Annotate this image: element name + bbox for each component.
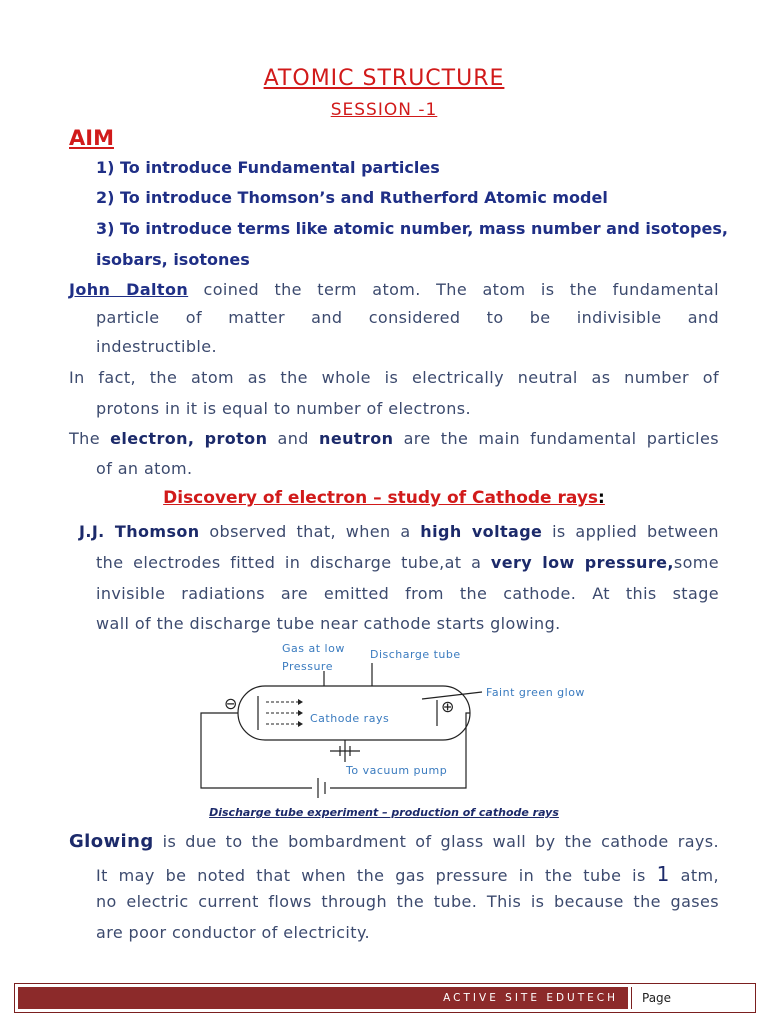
cathode-ray-arrowheads [298,699,303,727]
cathode-rays-label: Cathode rays [310,712,390,725]
particles-line-2: of an atom. [96,459,193,478]
thomson-line-2b: some [673,553,719,572]
particles-post: are the main fundamental particles [403,429,719,448]
neutral-line-1: In fact, the atom as the whole is electrically neutral as number of [69,368,719,387]
thomson-line-2a: the electrodes fitted in discharge tube,at a [96,553,482,572]
thomson-line-4: wall of the discharge tube near cathode starts glowing. [96,614,561,633]
particles-pre: The [69,429,100,448]
dalton-text: coined the term atom. The atom is the fundamental [203,280,719,299]
gas-label-2: Pressure [282,660,333,673]
glowing-word: Glowing [69,831,154,852]
section-heading-text: Discovery of electron – study of Cathode rays [163,488,599,508]
glowing-line-2b: atm, [680,866,719,885]
cathode-minus-icon: ⊖ [224,694,238,713]
glowing-line-2a: It may be noted that when the gas pressure in the tube is [96,866,646,885]
dalton-line-3: indestructible. [96,337,217,356]
session-label: SESSION -1 [330,100,438,120]
dalton-name: John Dalton [69,280,189,299]
page-title: ATOMIC STRUCTURE [263,66,505,91]
aim-heading: AIM [69,126,114,150]
glowing-one: 1 [656,862,670,886]
diagram-caption: Discharge tube experiment – production of cathode rays [209,806,559,819]
thomson-very-low-pressure: very low pressure, [490,553,674,572]
gas-label-1: Gas at low [282,642,345,655]
page-footer [14,983,756,1013]
particles-and: and [277,429,309,448]
glowing-line-4: are poor conductor of electricity. [96,923,371,942]
thomson-name: J.J. Thomson [79,522,200,541]
thomson-text-2: is applied between [552,522,719,541]
glowing-line-2 [96,862,719,886]
aim-item-1: 1) To introduce Fundamental particles [96,158,440,177]
particles-proton: proton [204,429,268,448]
footer-page-label: Page [631,987,749,1009]
aim-item-3-cont: isobars, isotones [96,250,250,269]
glowing-line-3: no electric current flows through the tube. This is because the gases [96,892,719,911]
thomson-high-voltage: high voltage [420,522,543,541]
faint-glow-label: Faint green glow [486,686,585,699]
thomson-line-3: invisible radiations are emitted from the cathode. At this stage [96,584,719,603]
particles-electron: electron, [110,429,195,448]
section-heading-colon: : [598,488,605,508]
glowing-line-1 [69,831,719,852]
glowing-text-1: is due to the bombardment of glass wall by the cathode rays. [162,832,719,851]
thomson-text-1: observed that, when a [209,522,411,541]
discharge-tube-label: Discharge tube [370,648,461,661]
aim-item-3: 3) To introduce terms like atomic number, mass number and isotopes, [96,219,728,238]
aim-item-2: 2) To introduce Thomson’s and Rutherford Atomic model [96,188,608,207]
neutral-line-2: protons in it is equal to number of electrons. [96,399,471,418]
footer-brand: ACTIVE SITE EDUTECH [18,987,628,1009]
vacuum-pump-label: To vacuum pump [346,764,448,777]
dalton-line-2: particle of matter and considered to be indivisible and [96,308,719,327]
cathode-ray-arrows [266,702,298,724]
particles-neutron: neutron [319,429,394,448]
anode-plus-icon: ⊕ [441,697,455,716]
